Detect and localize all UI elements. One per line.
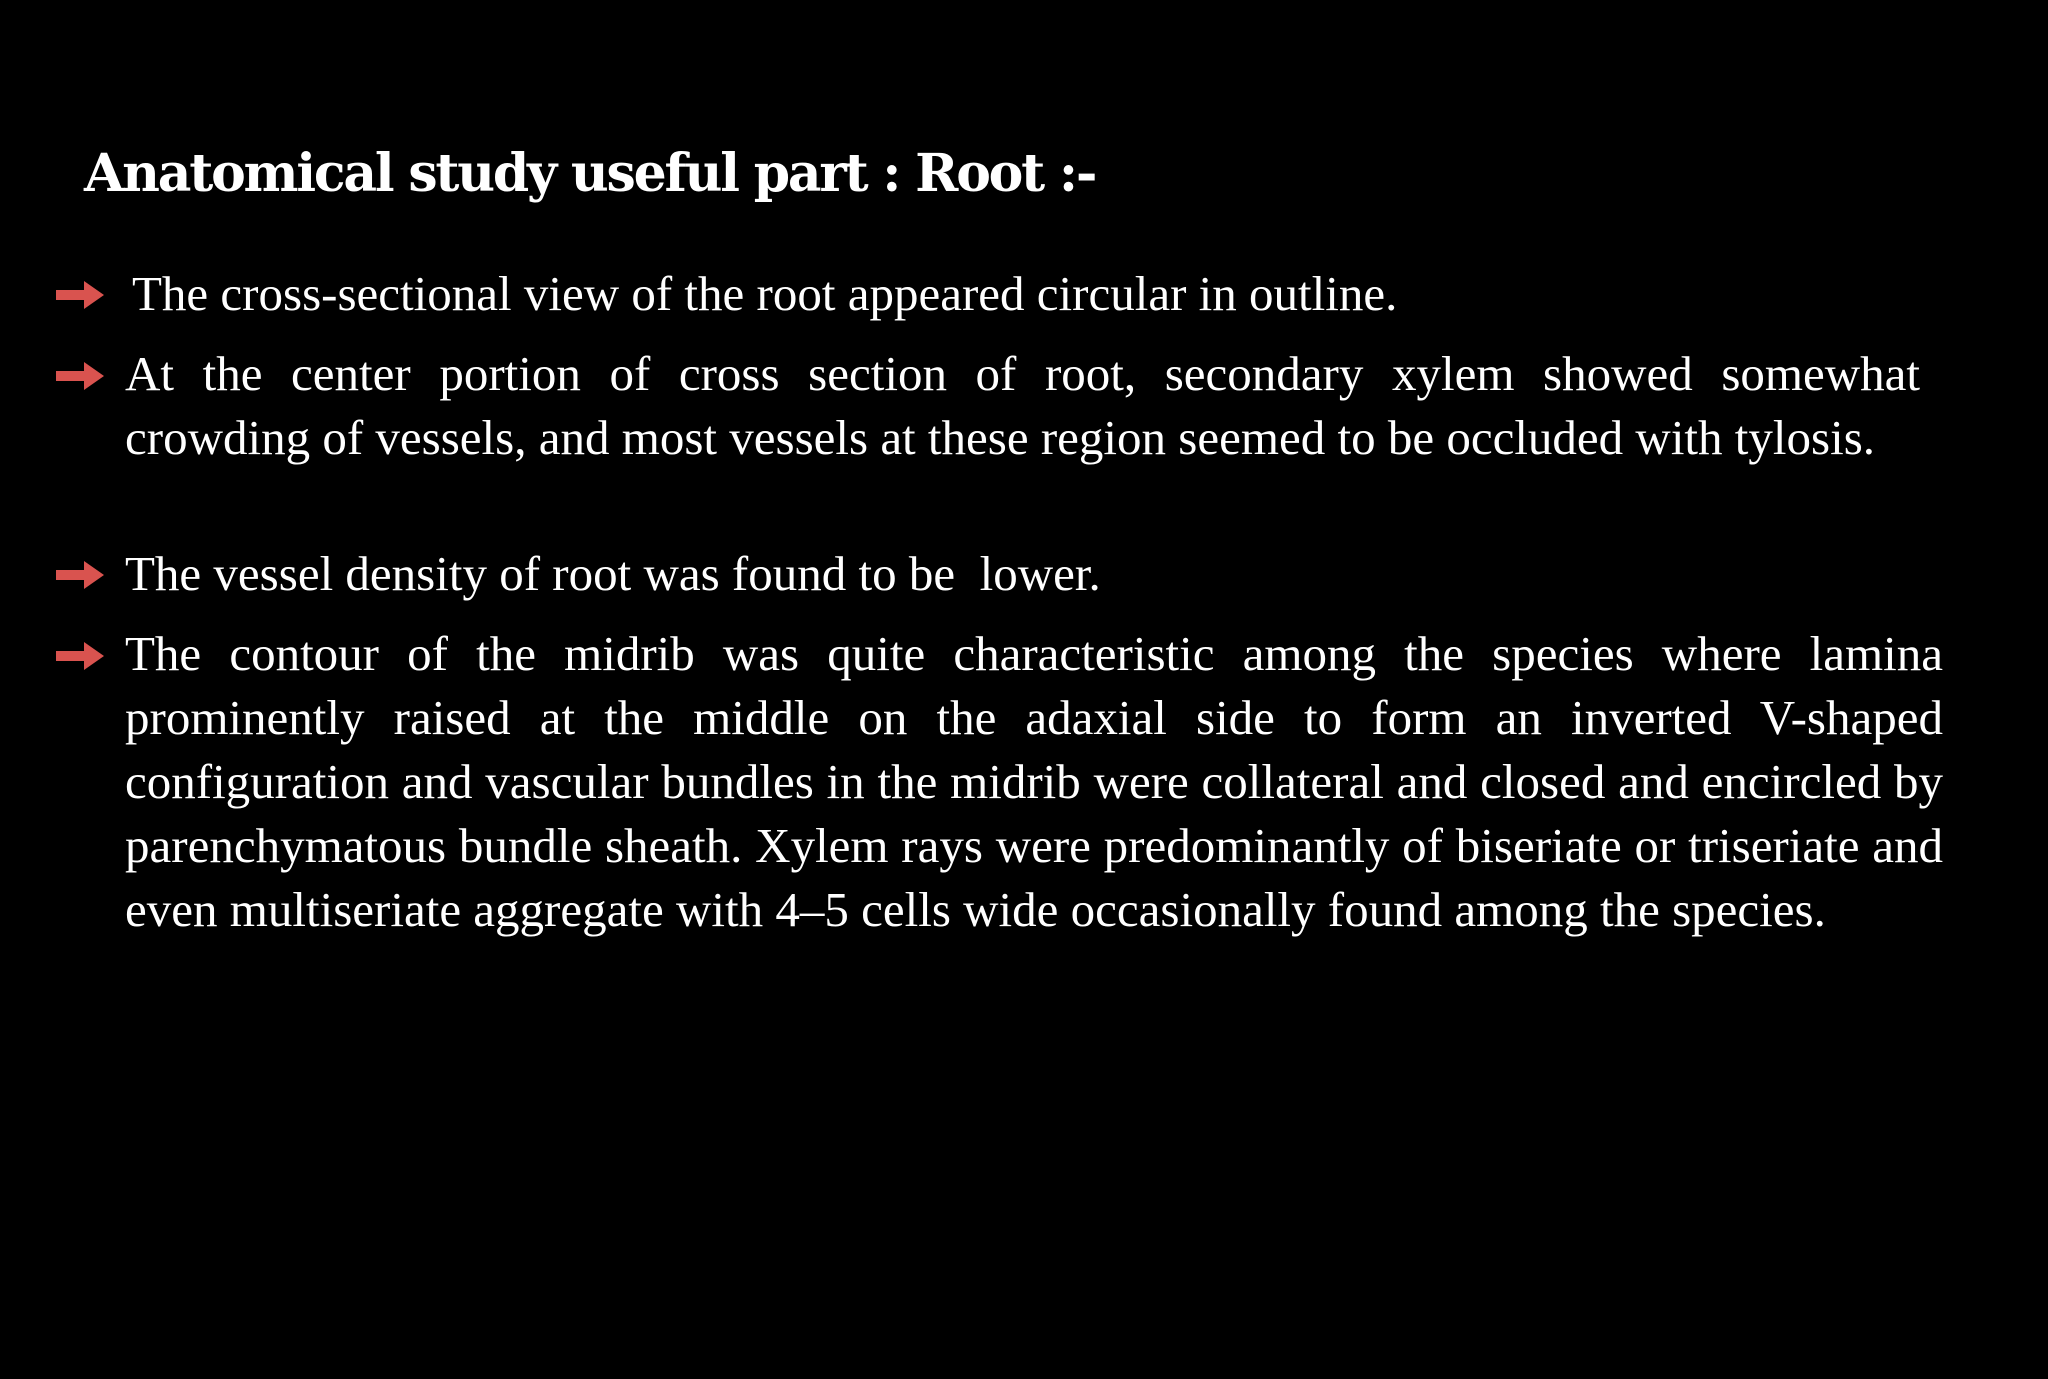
bullet-text: The cross-sectional view of the root appeared circular in outline.: [132, 266, 1398, 321]
right-arrow-icon: [56, 281, 104, 309]
bullet-text: At the center portion of cross section of root, secondary xylem showed somewhat crowding of vessels, and most vessels at these region seemed to be occluded with tylosis.: [125, 346, 1920, 465]
right-arrow-icon: [56, 362, 104, 390]
slide-title: Anatomical study useful part : Root :-: [84, 143, 1096, 204]
right-arrow-icon: [56, 642, 104, 670]
right-arrow-icon: [56, 561, 104, 589]
bullet-text: The contour of the midrib was quite characteristic among the species where lamina prominently raised at the middle on the adaxial side to form an inverted V-shaped configuration and vascular bundles in the midrib were collateral and closed and encircled by parenchymatous bundle sheath. Xylem rays were predominantly of biseriate or triseriate and even multiseriate aggregate with 4–5 cells wide occasionally found among the species.: [125, 626, 1943, 937]
bullet-text: The vessel density of root was found to be lower.: [125, 546, 1101, 601]
